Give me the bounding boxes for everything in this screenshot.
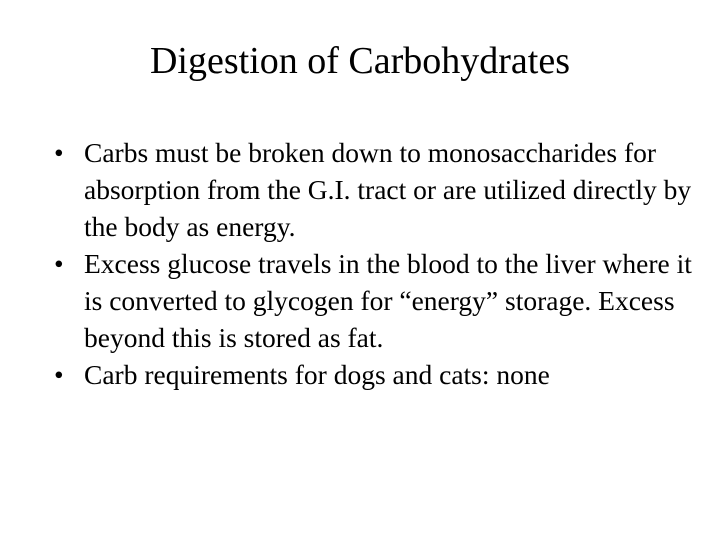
bullet-item [54, 245, 694, 356]
bullet-text: Carbs must be broken down to monosaccharides for absorption from the G.I. tract or are utilized directly by the body as energy. [84, 137, 692, 242]
bullet-item [54, 356, 694, 393]
bullet-icon: • [54, 359, 64, 390]
bullet-text: Carb requirements for dogs and cats: none [84, 359, 550, 390]
slide-title: Digestion of Carbohydrates [149, 40, 571, 82]
bullet-text: Excess glucose travels in the blood to the liver where it is converted to glycogen for “energy” storage. Excess beyond this is stored as fat. [84, 248, 692, 353]
bullet-icon: • [54, 248, 64, 279]
bullet-item [54, 134, 694, 245]
bullet-icon: • [54, 137, 64, 168]
bullet-list [54, 134, 694, 393]
